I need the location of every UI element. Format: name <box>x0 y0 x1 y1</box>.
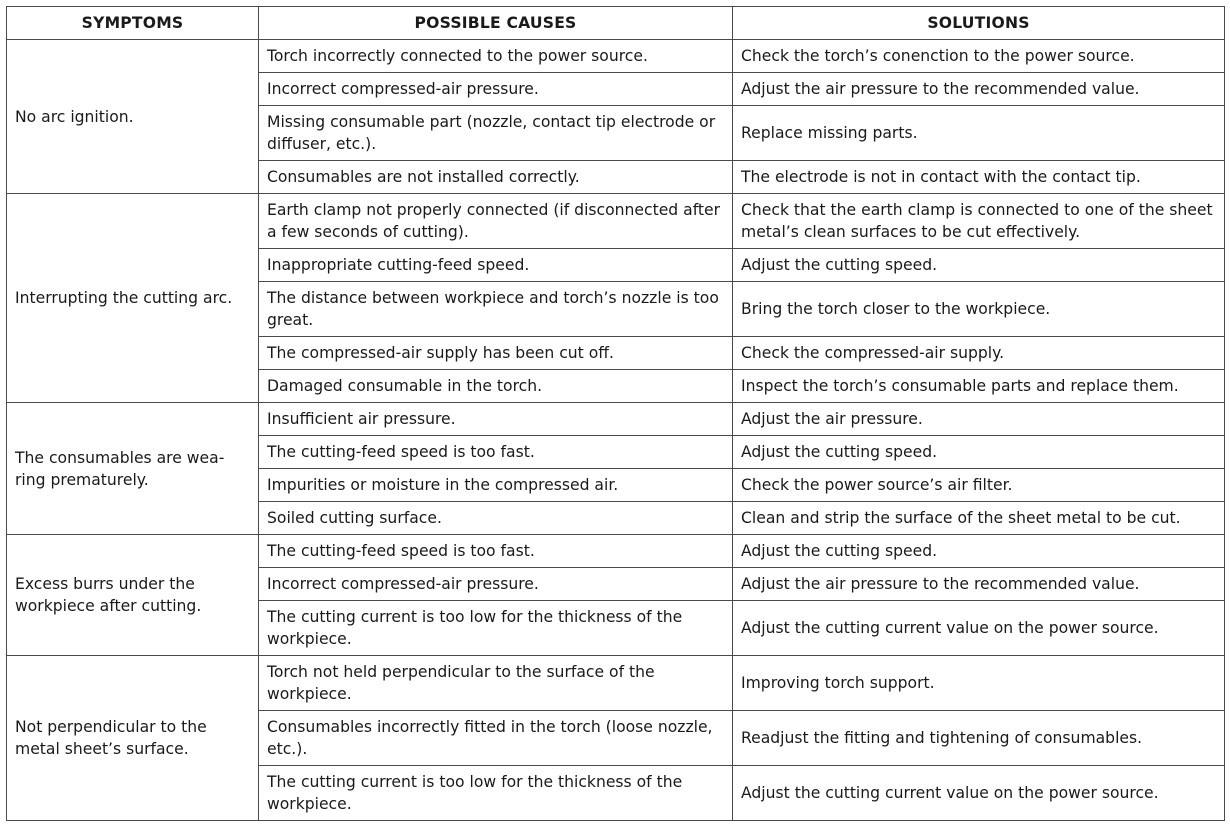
cause-cell: Torch not held perpendicular to the surface of the workpiece. <box>259 656 733 711</box>
symptom-cell: Interrupting the cutting arc. <box>7 194 259 403</box>
cause-cell: The cutting current is too low for the thickness of the workpiece. <box>259 766 733 821</box>
table-row <box>7 403 1225 436</box>
solution-cell: The electrode is not in contact with the contact tip. <box>733 161 1225 194</box>
symptom-cell: No arc ignition. <box>7 40 259 194</box>
solution-cell: Adjust the cutting speed. <box>733 249 1225 282</box>
table-row <box>7 40 1225 73</box>
cause-cell: The compressed-air supply has been cut off. <box>259 337 733 370</box>
table-row <box>7 535 1225 568</box>
cause-cell: Consumables are not installed correctly. <box>259 161 733 194</box>
solution-cell: Adjust the cutting current value on the power source. <box>733 601 1225 656</box>
solution-cell: Adjust the air pressure. <box>733 403 1225 436</box>
symptom-cell: Not perpendicular to the metal sheet’s surface. <box>7 656 259 821</box>
cause-cell: Consumables incorrectly fitted in the torch (loose nozzle, etc.). <box>259 711 733 766</box>
header-solutions: SOLUTIONS <box>733 7 1225 40</box>
solution-cell: Adjust the air pressure to the recommended value. <box>733 568 1225 601</box>
solution-cell: Adjust the cutting speed. <box>733 535 1225 568</box>
solution-cell: Readjust the fitting and tightening of consumables. <box>733 711 1225 766</box>
cause-cell: Incorrect compressed-air pressure. <box>259 568 733 601</box>
cause-cell: Torch incorrectly connected to the power source. <box>259 40 733 73</box>
cause-cell: Impurities or moisture in the compressed air. <box>259 469 733 502</box>
cause-cell: Incorrect compressed-air pressure. <box>259 73 733 106</box>
cause-cell: Earth clamp not properly connected (if disconnected after a few seconds of cutting). <box>259 194 733 249</box>
table-row <box>7 656 1225 711</box>
solution-cell: Improving torch support. <box>733 656 1225 711</box>
solution-cell: Check the torch’s conenction to the power source. <box>733 40 1225 73</box>
cause-cell: Insufficient air pressure. <box>259 403 733 436</box>
solution-cell: Check that the earth clamp is connected to one of the sheet metal’s clean surfaces to be cut effectively. <box>733 194 1225 249</box>
solution-cell: Adjust the cutting speed. <box>733 436 1225 469</box>
solution-cell: Adjust the air pressure to the recommended value. <box>733 73 1225 106</box>
solution-cell: Bring the torch closer to the workpiece. <box>733 282 1225 337</box>
cause-cell: The cutting-feed speed is too fast. <box>259 535 733 568</box>
solution-cell: Check the compressed-air supply. <box>733 337 1225 370</box>
solution-cell: Adjust the cutting current value on the power source. <box>733 766 1225 821</box>
symptom-cell: Excess burrs under the workpiece after cutting. <box>7 535 259 656</box>
header-symptoms: SYMPTOMS <box>7 7 259 40</box>
solution-cell: Clean and strip the surface of the sheet metal to be cut. <box>733 502 1225 535</box>
header-possible-causes: POSSIBLE CAUSES <box>259 7 733 40</box>
cause-cell: Damaged consumable in the torch. <box>259 370 733 403</box>
symptom-cell: The consumables are wea-ring prematurely. <box>7 403 259 535</box>
troubleshooting-table <box>6 6 1225 821</box>
solution-cell: Replace missing parts. <box>733 106 1225 161</box>
solution-cell: Inspect the torch’s consumable parts and replace them. <box>733 370 1225 403</box>
cause-cell: The cutting-feed speed is too fast. <box>259 436 733 469</box>
header-row <box>7 7 1225 40</box>
cause-cell: The distance between workpiece and torch’s nozzle is too great. <box>259 282 733 337</box>
cause-cell: Soiled cutting surface. <box>259 502 733 535</box>
solution-cell: Check the power source’s air filter. <box>733 469 1225 502</box>
cause-cell: The cutting current is too low for the thickness of the workpiece. <box>259 601 733 656</box>
cause-cell: Inappropriate cutting-feed speed. <box>259 249 733 282</box>
table-row <box>7 194 1225 249</box>
cause-cell: Missing consumable part (nozzle, contact tip electrode or diffuser, etc.). <box>259 106 733 161</box>
